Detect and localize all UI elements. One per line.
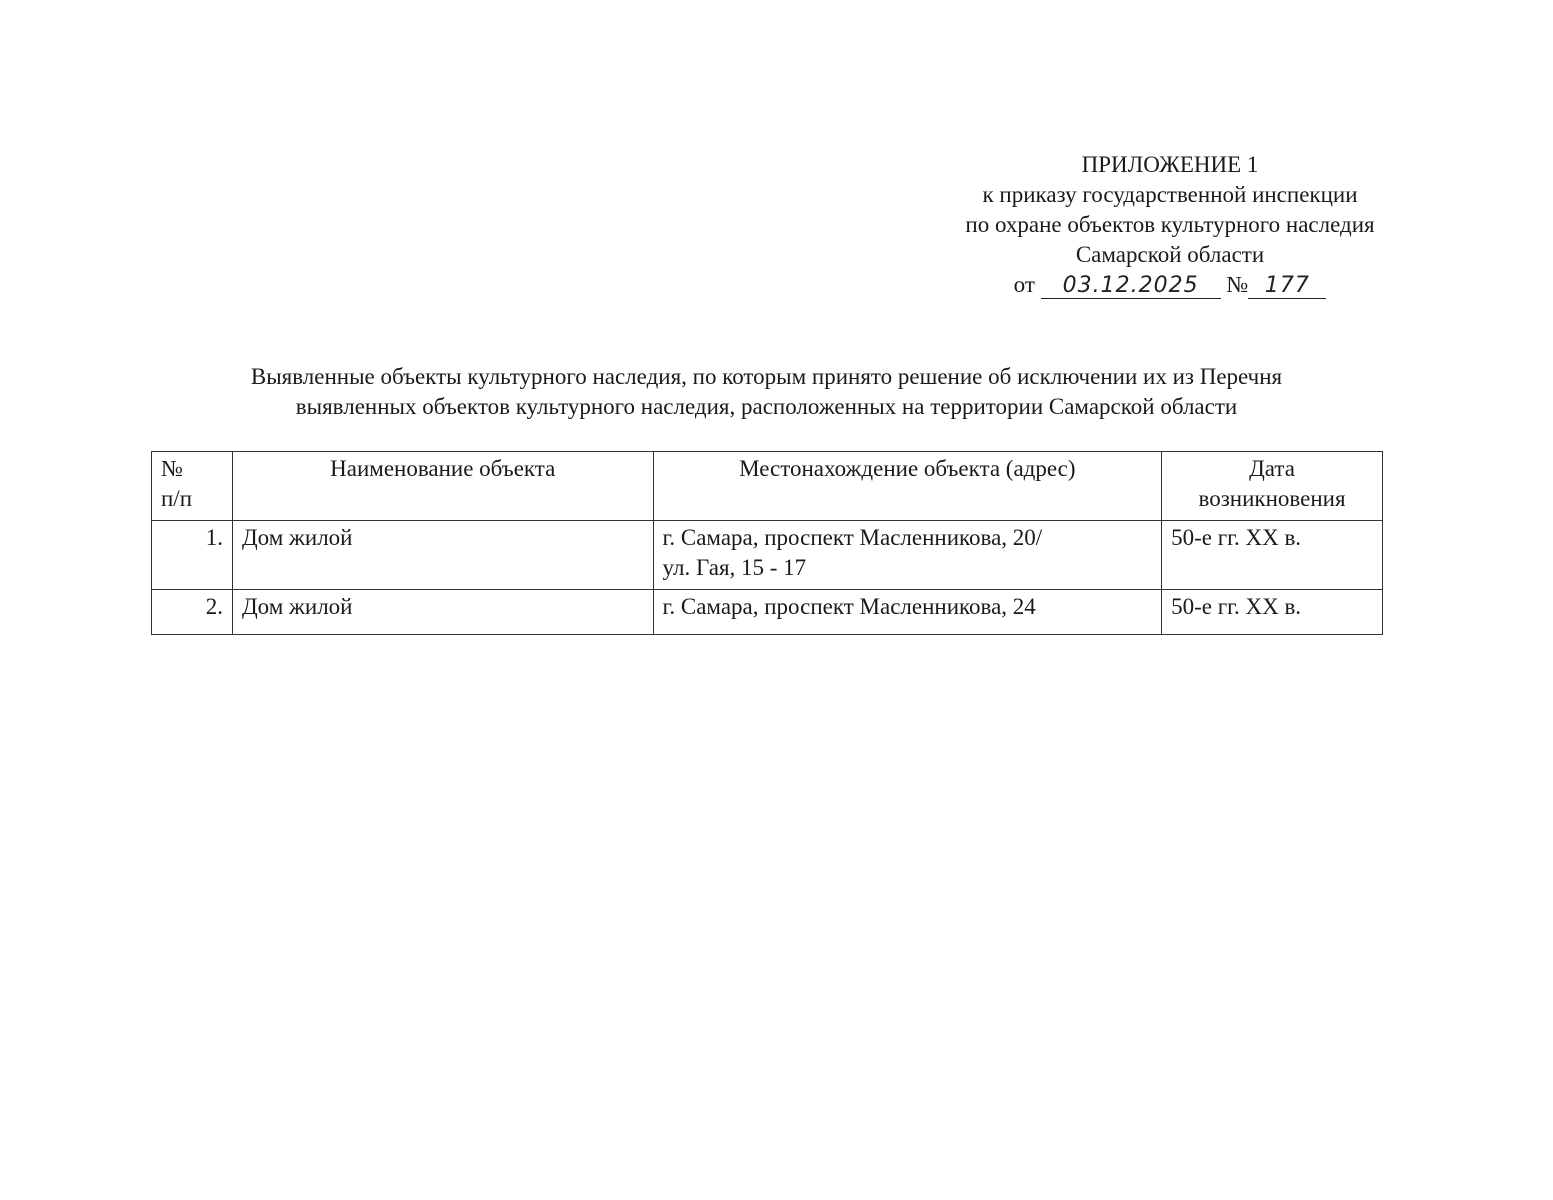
row-name: Дом жилой — [232, 521, 653, 590]
heritage-objects-table — [151, 451, 1383, 635]
order-date-handwritten: 03.12.2025 — [1041, 274, 1221, 299]
header-address: Местонахождение объекта (адрес) — [653, 452, 1162, 521]
order-date-number-line — [900, 270, 1440, 300]
document-title-line-2: выявленных объектов культурного наследия, расположенных на территории Самарской области — [295, 394, 1238, 419]
row-date: 50-е гг. XX в. — [1162, 590, 1383, 635]
appendix-line-2: по охране объектов культурного наследия — [965, 212, 1375, 237]
appendix-header — [900, 150, 1440, 300]
row-address — [653, 590, 1162, 635]
row-address-line-1: г. Самара, проспект Масленникова, 20/ — [662, 525, 1043, 550]
row-address-line-1: г. Самара, проспект Масленникова, 24 — [662, 594, 1036, 619]
appendix-line-1: к приказу государственной инспекции — [982, 182, 1358, 207]
document-title — [120, 362, 1413, 422]
row-address — [653, 521, 1162, 590]
number-prefix: № — [1226, 272, 1249, 297]
table-row — [152, 590, 1383, 635]
table-header-row — [152, 452, 1383, 521]
row-name: Дом жилой — [232, 590, 653, 635]
row-number: 1. — [152, 521, 233, 590]
appendix-line-3: Самарской области — [1075, 242, 1265, 267]
row-number: 2. — [152, 590, 233, 635]
header-number — [152, 452, 233, 521]
header-date — [1162, 452, 1383, 521]
row-address-line-2: ул. Гая, 15 - 17 — [662, 555, 807, 580]
date-prefix: от — [1013, 272, 1035, 297]
header-date-line-2: возникновения — [1198, 486, 1346, 511]
order-number-handwritten: 177 — [1248, 274, 1326, 299]
appendix-title: ПРИЛОЖЕНИЕ 1 — [1081, 152, 1259, 177]
table-row — [152, 521, 1383, 590]
row-date: 50-е гг. XX в. — [1162, 521, 1383, 590]
header-date-line-1: Дата — [1249, 456, 1295, 481]
header-name: Наименование объекта — [232, 452, 653, 521]
document-title-line-1: Выявленные объекты культурного наследия, по которым принято решение об исключении их из Перечня — [250, 364, 1283, 389]
header-number-line-1: № — [161, 456, 183, 481]
header-number-line-2: п/п — [161, 486, 193, 511]
